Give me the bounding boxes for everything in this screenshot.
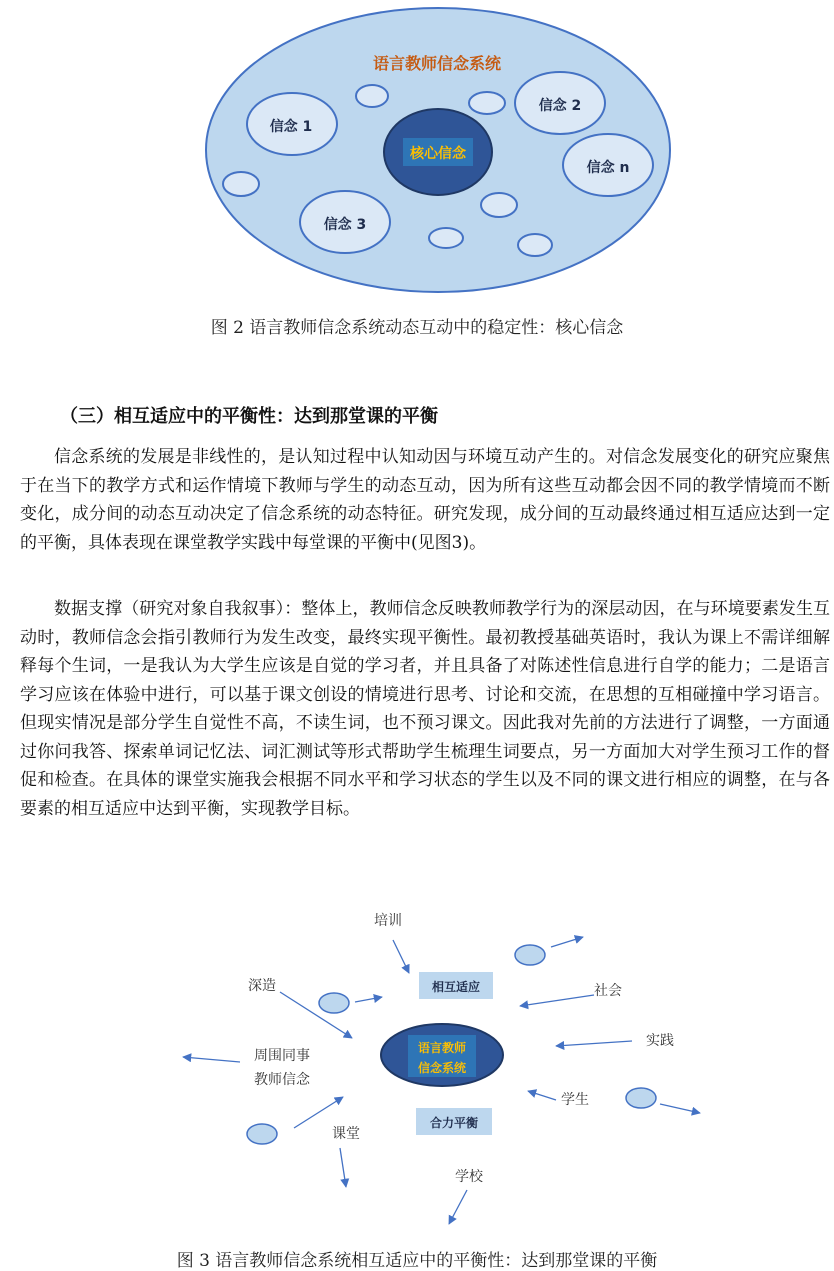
paragraph-2: 数据支撑（研究对象自我叙事）：整体上，教师信念反映教师教学行为的深层动因，在与环境要素发生互动时，教师信念会指引教师行为发生改变，最终实现平衡性。最初教授基础英语时，我认为课上不需详细解释每个生词，一是我认为大学生应该是自觉的学习者，并且具备了对陈述性信息进行自学的能力；二是语言学习应该在体验中进行，可以基于课文创设的情境进行思考、讨论和交流，在思想的互相碰撞中学习语言。但现实情况是部分学生自觉性不高，不读生词，也不预习课文。因此我对先前的方法进行了调整，一方面通过你问我答、探索单词记忆法、词汇测试等形式帮助学生梳理生词要点，另一方面加大对学生预习工作的督促和检查。在具体的课堂实施我会根据不同水平和学习状态的学生以及不同的课文进行相应的调整，在与各要素的相互适应中达到平衡，实现教学目标。	[20, 599, 830, 819]
combined-balance-label: 合力平衡	[429, 1116, 479, 1130]
factor-school: 学校	[455, 1169, 483, 1185]
factor-further-study: 深造	[248, 978, 276, 994]
belief-1-label: 信念 1	[269, 119, 313, 135]
belief-n-label: 信念 n	[586, 160, 630, 176]
belief-3-label: 信念 3	[323, 217, 367, 233]
figure-2-diagram	[0, 0, 834, 300]
factor-colleagues-line1: 周围同事	[254, 1048, 310, 1064]
mutual-adaptation-box	[419, 972, 493, 999]
figure-2-caption: 图 2 语言教师信念系统动态互动中的稳定性：核心信念	[210, 318, 624, 338]
belief-3-node	[300, 191, 390, 253]
paragraph-1: 信念系统的发展是非线性的，是认知过程中认知动因与环境互动产生的。对信念发展变化的研究应聚焦于在当下的教学方式和运作情境下教师与学生的动态互动，因为所有这些互动都会因不同的教学情境而不断变化，成分间的动态互动决定了信念系统的动态特征。研究发现，成分间的互动最终通过相互适应达到一定的平衡，具体表现在课堂教学实践中每堂课的平衡中(见图3)。	[20, 447, 830, 553]
belief-2-label: 信念 2	[538, 98, 582, 114]
mutual-adaptation-label: 相互适应	[431, 980, 481, 994]
combined-balance-box	[416, 1108, 492, 1135]
factor-training: 培训	[374, 913, 402, 929]
factor-practice: 实践	[646, 1033, 674, 1049]
center-label-line2: 信念系统	[417, 1061, 467, 1075]
center-label-line1: 语言教师	[417, 1041, 467, 1055]
center-belief-system	[381, 1024, 503, 1086]
figure-3-diagram	[0, 905, 834, 1240]
factor-society: 社会	[594, 983, 622, 999]
belief-system-title: 语言教师信念系统	[372, 54, 502, 73]
factor-colleagues-line2: 教师信念	[254, 1072, 310, 1088]
core-belief-label: 核心信念	[410, 146, 466, 162]
belief-n-node	[563, 134, 653, 196]
figure-3-caption: 图 3 语言教师信念系统相互适应中的平衡性：达到那堂课的平衡	[176, 1251, 658, 1271]
factor-student: 学生	[561, 1092, 589, 1108]
factor-classroom: 课堂	[332, 1126, 360, 1142]
belief-1-node	[247, 93, 337, 155]
belief-2-node	[515, 72, 605, 134]
section-heading: （三）相互适应中的平衡性：达到那堂课的平衡	[60, 406, 438, 427]
core-belief-node	[384, 109, 492, 195]
